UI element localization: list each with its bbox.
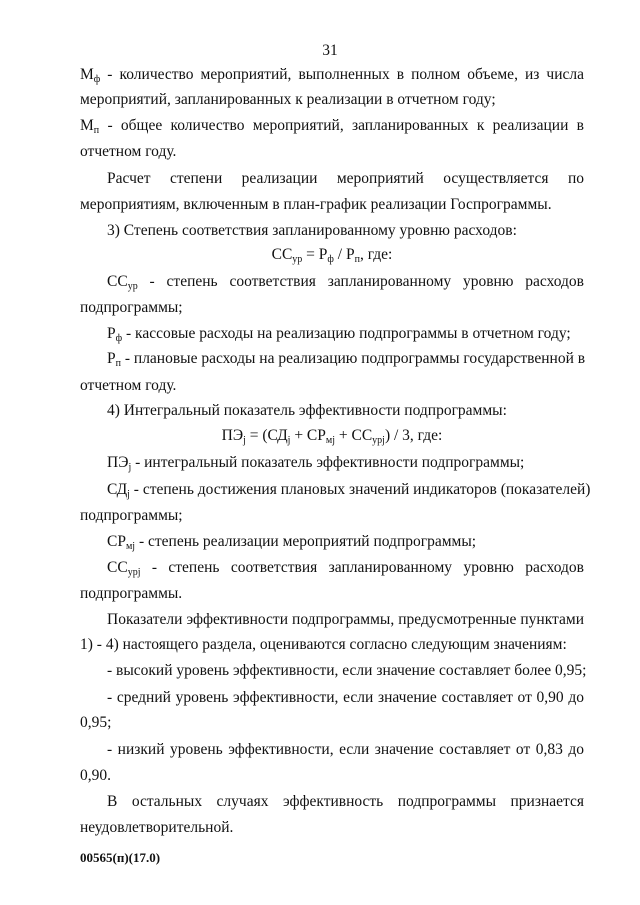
subscript: урj [372,435,385,446]
text-line: Показатели эффективности подпрограммы, предусмотренные пунктами [107,611,584,628]
text-fragment: - интегральный показатель эффективности подпрограммы; [131,454,525,471]
text-line: 3) Степень соответствия запланированному уровню расходов: [107,222,517,239]
text-line: 1) - 4) настоящего раздела, оцениваются согласно следующим значениям: [80,636,567,653]
subscript: ур [127,281,138,292]
formula [80,247,584,263]
text-line: В остальных случаях эффективность подпрограммы признается [107,793,584,810]
subscript: ф [327,254,334,265]
text-fragment: + СР [290,427,326,444]
text-fragment: Р [107,350,116,367]
text-fragment: СС [271,246,293,263]
subscript: п [93,125,100,136]
text-fragment: СС [107,273,128,290]
subscript: ф [93,74,101,85]
text-fragment: ) / 3, где: [384,427,443,444]
text-line: - средний уровень эффективности, если значение составляет от 0,90 до [107,689,584,706]
text-line: подпрограммы; [80,507,183,524]
text-fragment: - степень достижения плановых значений индикаторов (показателей) [129,481,591,498]
text-line [80,67,584,83]
subscript: п [354,254,360,265]
text-fragment: = Р [302,246,328,263]
text-fragment: ПЭ [221,427,244,444]
text-fragment: - степень соответствия запланированному уровню расходов [137,273,584,290]
text-line: подпрограммы; [80,299,183,316]
text-fragment: СР [107,533,126,550]
text-line: 4) Интегральный показатель эффективности подпрограммы: [107,402,507,419]
text-line [107,455,524,471]
text-fragment: + СС [335,427,373,444]
text-line: мероприятиям, включенным в план-график реализации Госпрограммы. [80,196,552,213]
text-fragment: = (СД [245,427,288,444]
text-line [107,560,584,576]
subscript: ур [292,254,303,265]
text-fragment: М [80,66,94,83]
text-fragment: - общее количество мероприятий, запланированных к реализации в [99,117,584,134]
subscript: j [243,435,246,446]
text-fragment: М [80,117,94,134]
text-line [107,534,476,550]
text-line: - низкий уровень эффективности, если значение составляет от 0,83 до [107,741,584,758]
text-line: 0,95; [80,714,112,731]
text-fragment: Р [107,325,116,342]
text-fragment: , где: [359,246,393,263]
subscript: урj [127,567,141,578]
text-line: подпрограммы. [80,585,183,602]
text-line: - высокий уровень эффективности, если значение составляет более 0,95; [107,662,587,679]
text-line: Расчет степени реализации мероприятий осуществляется по [107,170,584,187]
text-line [107,351,584,367]
text-fragment: / Р [333,246,355,263]
text-fragment: СС [107,559,128,576]
subscript: мj [125,541,136,552]
subscript: ф [115,333,123,344]
subscript: j [128,462,132,473]
text-fragment: - кассовые расходы на реализацию подпрограммы в отчетном году; [122,325,571,342]
page-number: 31 [322,42,338,59]
text-line [80,118,584,134]
text-line: мероприятий, запланированных к реализации в отчетном году; [80,91,496,108]
subscript: п [115,358,121,369]
text-line [107,481,591,500]
footer-code: 00565(п)(17.0) [80,850,161,865]
text-line: 0,90. [80,767,111,784]
text-line: отчетном году. [80,143,177,160]
text-line [107,274,584,290]
formula [80,428,584,444]
text-fragment: - степень реализации мероприятий подпрограммы; [135,533,477,550]
text-fragment: - количество мероприятий, выполненных в полном объеме, из числа [100,66,584,83]
text-line [107,326,571,342]
text-line: неудовлетворительной. [80,819,234,836]
subscript: j [287,435,291,446]
text-fragment: ПЭ [107,454,129,471]
subscript: j [127,489,130,500]
text-fragment: - степень соответствия запланированному уровню расходов [140,559,584,576]
text-fragment: СД [107,481,128,498]
subscript: мj [325,435,335,446]
text-line: отчетном году. [80,377,177,394]
text-fragment: - плановые расходы на реализацию подпрограммы государственной в [120,350,586,367]
